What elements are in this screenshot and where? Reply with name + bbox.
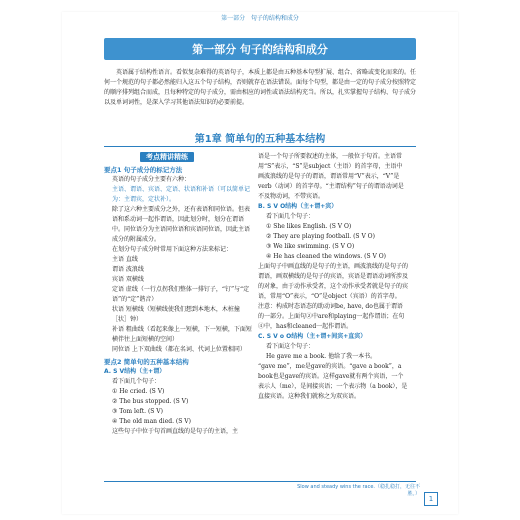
mark-item: 补语 粗曲线（看起来像上一短横，下一短横，下面短横伴往上面短横的空间） xyxy=(112,326,252,343)
running-head xyxy=(0,13,520,22)
part-title: 第一部分 句子的结构和成分 xyxy=(192,43,328,56)
example-sentence: He gave me a book. 他给了我一本书。 xyxy=(266,353,377,360)
footer-quote: Slow and steady wins the race.（稳扎稳打，无往不胜。） xyxy=(297,484,420,497)
point2-heading: 要点2 简单句的五种基本结构 xyxy=(104,358,189,366)
right-column xyxy=(258,152,408,402)
note-text: 注意：构成时态语态的助动词be, have, do也属于谓语的一部分。上面句②中are和playing一起作谓语；在句④中，has和cleaned一起作谓语。 xyxy=(258,303,405,330)
left-column xyxy=(104,152,254,437)
lead-text: 看下面几个句子： xyxy=(112,378,161,385)
footer-rule xyxy=(104,481,416,482)
body-text: “gave me”，me是gave的宾语。“gave a book”，a book也是gave的宾语。这样gave就有两个宾语，一个表示人（me），是间接宾语；一个表示物（a book），是直接宾语。这种我们就称之为双宾语。 xyxy=(258,363,408,400)
mark-item: 同位语 上下双曲线（都在名词、代词上位置相同） xyxy=(112,346,246,353)
running-head-title: 句子的结构和成分 xyxy=(250,15,299,22)
point1-line: 在划分句子成分时常用下面这种方法来标记： xyxy=(112,246,233,253)
top-text: 语是一个句子所要叙述的主体，一般位于句首。主语常用“S”表示，“S”是subject（主语）的首字母，主语中画波浪线的是句子的谓语，谓语常用“V”表示，“V”是verb（动词）的首字母。“主谓结构”句子的谓语动词是不及物动词，不带宾语。 xyxy=(258,153,404,200)
point1-line: 英语的句子成分主要有六种： xyxy=(112,176,191,183)
tail-text: 这些句子中位于句首画直线的是句子的主语，主 xyxy=(112,428,239,435)
point1-heading: 要点1 句子成分的标记方法 xyxy=(104,166,183,174)
section-badge: 考点精讲精练 xyxy=(140,152,194,162)
example-sentence: ② The bus stopped. (S V) xyxy=(112,398,189,405)
example-sentence: ② They are playing football. (S V O) xyxy=(266,233,375,240)
example-sentence: ① She likes English. (S V O) xyxy=(266,223,352,230)
mark-item: 宾语 双横线 xyxy=(112,276,144,283)
mark-item: 状语 短横线（短横线使我们想到本地木，木桩撞［状］钟） xyxy=(112,306,240,323)
lead-text: 看下面几个句子： xyxy=(266,213,315,220)
running-head-part: 第一部分 xyxy=(221,15,246,22)
lead-text: 看下面这个句子： xyxy=(266,343,315,350)
point1-line: 除了这六种主要成分之外，还有表语和同位语。但表语和系动词一起作谓语，因此划分时，划分在谓语中。同位语分为主语同位语和宾语同位语，因此主语成分的附属成分。 xyxy=(112,206,251,243)
chapter-rule xyxy=(104,146,416,147)
sva-heading: A. S V结构（主+谓） xyxy=(104,368,166,375)
svoo-heading: C. S V o O结构（主+谓+间宾+直宾） xyxy=(258,333,367,340)
part-title-band xyxy=(104,38,416,60)
intro-paragraph: 英语属于结构性语言。看似复杂难得的英语句子，本质上都是由五种基本句型扩展、组合、省略或变化而来的。任何一个规范的句子都必然能归入这五个句子结构，否则就存在语法错误。面每个句型，都是由一定的句子成分按照特定的顺序排列组合而成，且每种特定的句子成分，需由相应的词性或语法结构充当。所以，扎实掌握句子结构、句子成分以及单词词性，是深入学习其他语法知识的必要前提。 xyxy=(104,69,417,106)
example-sentence: ③ Tom left. (S V) xyxy=(112,408,163,415)
mark-item: 主语 直线 xyxy=(112,256,138,263)
body-text: 上面句子中画直线的是句子的主语，画波浪线的是句子的谓语，画双横线的是句子的宾语，宾语是谓语动词所涉及的对象，由于动作承受者，这个动作承受者就是句子的宾语，常用“O”表示，“O”是object（宾语）的首字母。 xyxy=(258,263,409,300)
example-sentence: ① He cried. (S V) xyxy=(112,388,165,395)
mark-item: 谓语 波浪线 xyxy=(112,266,144,273)
chapter-title: 第1章 简单句的五种基本结构 xyxy=(194,134,326,145)
example-sentence: ④ He has cleaned the windows. (S V O) xyxy=(266,253,386,260)
example-sentence: ④ The old man died. (S V) xyxy=(112,418,191,425)
point1-line: 主语、谓语、宾语、定语、状语和补语（可以简单记为：主谓宾，定状补）。 xyxy=(112,186,251,203)
svo-heading: B. S V O结构（主+谓+宾） xyxy=(258,203,338,210)
page-number: 1 xyxy=(424,492,438,506)
mark-item: 定语 虚线（一行点拐我们整体一排钉子，“钉”与“定语”的“定”谐音） xyxy=(112,286,250,303)
example-sentence: ③ We like swimming. (S V O) xyxy=(266,243,355,250)
